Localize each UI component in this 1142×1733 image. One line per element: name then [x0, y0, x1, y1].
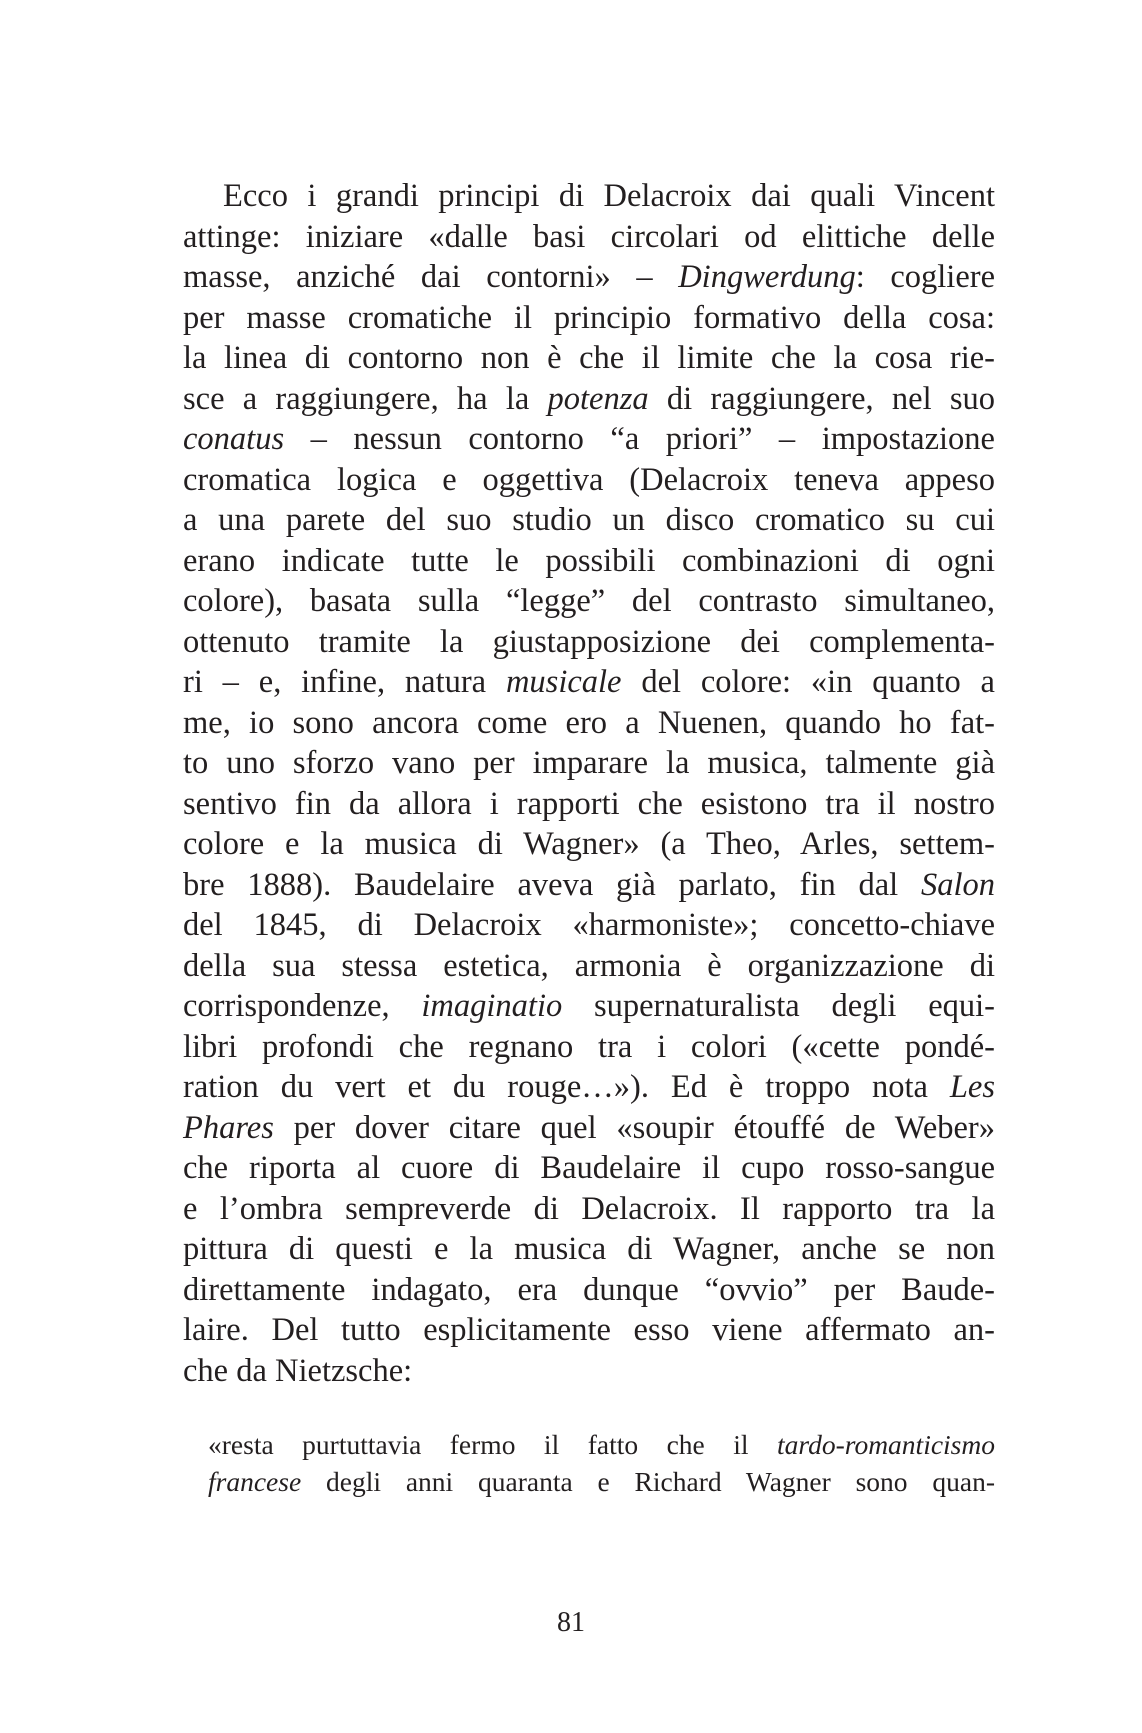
body-line [183, 217, 995, 258]
body-text: e l’ombra sempreverde di Delacroix. Il rapporto tra la [183, 1190, 995, 1227]
body-line [183, 338, 995, 379]
body-text: libri profondi che regnano tra i colori («cette pondé- [183, 1028, 995, 1065]
body-text: cromatica logica e oggettiva (Delacroix teneva appeso [183, 461, 995, 498]
body-line [183, 1067, 995, 1108]
body-text: corrispondenze, [183, 988, 422, 1024]
body-text: supernaturalista degli equi- [562, 988, 995, 1024]
body-text: sce a raggiungere, ha la [183, 380, 548, 417]
body-text: ration du vert et du rouge…»). Ed è troppo nota [183, 1069, 950, 1105]
body-line [183, 500, 995, 541]
body-line [183, 176, 995, 217]
body-text: del 1845, di Delacroix «harmoniste»; concetto-chiave [183, 907, 995, 943]
body-italic-text: Dingwerdung [678, 259, 856, 295]
body-italic-text: musicale [505, 664, 622, 700]
body-text: masse, anziché dai contorni» – [183, 259, 679, 295]
body-line [183, 824, 995, 865]
body-line [183, 1108, 995, 1149]
body-line [183, 784, 995, 825]
body-line [183, 1148, 995, 1189]
body-text: la linea di contorno non è che il limite che la cosa rie- [183, 340, 995, 376]
body-line [183, 1310, 995, 1351]
body-line [183, 1027, 995, 1068]
body-line [183, 905, 995, 946]
body-text: di raggiungere, nel suo [648, 380, 995, 417]
body-text: attinge: iniziare «dalle basi circolari od elittiche delle [183, 218, 995, 255]
body-line [183, 460, 995, 501]
body-italic-text: potenza [547, 380, 649, 417]
quote-text: «resta purtuttavia fermo il fatto che il [208, 1429, 778, 1460]
body-line [183, 662, 995, 703]
body-text: : cogliere [855, 259, 995, 295]
body-text: per dover citare quel «soupir étouffé de Weber» [273, 1109, 995, 1146]
body-line [183, 703, 995, 744]
body-text: sentivo fin da allora i rapporti che esistono tra il nostro [183, 785, 995, 822]
body-line [183, 257, 995, 298]
quote-line [208, 1463, 995, 1500]
body-line [183, 1351, 995, 1392]
body-text: laire. Del tutto esplicitamente esso viene affermato an- [183, 1312, 995, 1348]
body-line [183, 986, 995, 1027]
body-text: della sua stessa estetica, armonia è organizzazione di [183, 947, 995, 984]
body-text: erano indicate tutte le possibili combinazioni di ogni [183, 542, 995, 579]
body-line [183, 1270, 995, 1311]
body-line [183, 581, 995, 622]
body-text: del colore: «in quanto a [621, 664, 995, 700]
body-italic-text: Salon [920, 866, 995, 903]
body-text: ottenuto tramite la giustapposizione dei complementa- [183, 623, 995, 660]
body-text: pittura di questi e la musica di Wagner, anche se non [183, 1231, 995, 1267]
body-text: Ecco i grandi principi di Delacroix dai quali Vincent [223, 178, 995, 214]
body-text: per masse cromatiche il principio formativo della cosa: [183, 299, 995, 336]
body-line [183, 379, 995, 420]
block-quote [208, 1426, 995, 1500]
body-text: me, io sono ancora come ero a Nuenen, quando ho fat- [183, 704, 995, 741]
body-line [183, 541, 995, 582]
body-text: – nessun contorno “a priori” – impostazione [284, 421, 995, 457]
quote-italic-text: francese [208, 1466, 302, 1497]
body-line [183, 743, 995, 784]
body-italic-text: Les [949, 1069, 995, 1105]
body-text: to uno sforzo vano per imparare la musica, talmente già [183, 745, 995, 781]
body-text: che riporta al cuore di Baudelaire il cupo rosso-sangue [183, 1150, 995, 1186]
quote-line [208, 1426, 995, 1463]
quote-italic-text: tardo-romanticismo [777, 1429, 995, 1460]
body-text: a una parete del suo studio un disco cromatico su cui [183, 502, 995, 538]
body-line [183, 1189, 995, 1230]
body-text: colore), basata sulla “legge” del contrasto simultaneo, [183, 583, 995, 619]
page-number: 81 [557, 1607, 585, 1638]
body-text: colore e la musica di Wagner» (a Theo, Arles, settem- [183, 826, 995, 862]
body-line [183, 1229, 995, 1270]
body-italic-text: Phares [183, 1109, 274, 1146]
body-line [183, 946, 995, 987]
body-italic-text: imaginatio [421, 988, 563, 1024]
body-text: direttamente indagato, era dunque “ovvio” per Baude- [183, 1271, 995, 1308]
body-text: bre 1888). Baudelaire aveva già parlato, fin dal [183, 866, 921, 903]
body-line [183, 419, 995, 460]
body-line [183, 865, 995, 906]
body-paragraph [183, 176, 995, 1391]
body-line [183, 622, 995, 663]
quote-text: degli anni quaranta e Richard Wagner sono quan- [301, 1466, 995, 1497]
body-italic-text: conatus [183, 421, 285, 457]
body-text: che da Nietzsche: [183, 1352, 413, 1389]
body-line [183, 298, 995, 339]
body-text: ri – e, infine, natura [183, 664, 506, 700]
